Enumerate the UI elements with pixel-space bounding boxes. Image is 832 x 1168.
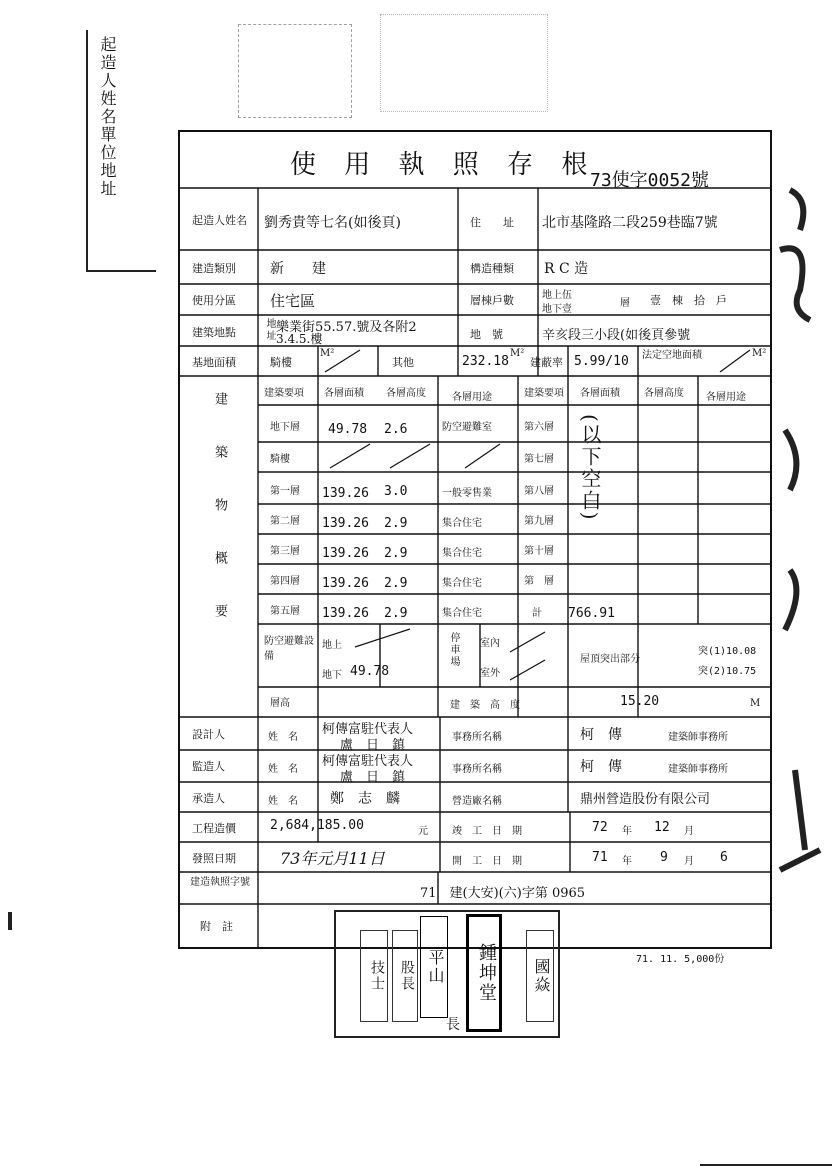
parking-outdoor-label: 室外 [480,668,500,679]
structure-label: 構造種類 [470,262,514,275]
designer-name-value-2: 盧 日 鎮 [340,738,406,753]
start-day: 6 [720,850,728,865]
floor-name: 第一層 [270,486,300,497]
stamp-technician: 技士 [360,930,388,1022]
floor-use: 防空避難室 [442,422,492,433]
note-label: 附 註 [200,920,233,933]
roof-label: 屋頂突出部分 [580,654,640,665]
permit-label: 建造執照字號 [190,877,250,888]
owner-label: 起造人姓名 [192,214,247,227]
legal-open-unit: M² [752,348,767,359]
supervisor-name-label: 姓 名 [268,764,298,775]
cost-value: 2,684,185.00 [270,818,364,833]
edge-mark [8,912,12,930]
issue-value: 73年元月11日 [280,849,385,868]
parking-label: 停車場 [448,632,459,668]
floor-name-right: 第六層 [524,422,554,433]
designer-name-value: 柯傳富駐代表人 [322,722,414,737]
stamp-pingshan: 平山 [420,916,448,1018]
issue-label: 發照日期 [192,852,236,865]
complete-month: 12 [654,820,670,835]
buildings-value: 壹 棟 拾 戶 [650,294,727,307]
floor-name: 第五層 [270,606,300,617]
category-label: 建造類別 [192,262,236,275]
total-height-unit: M [750,698,761,709]
floors-label: 層棟戶數 [470,294,514,307]
floor-area: 139.26 [322,516,369,531]
blank-note: (以下空白) [578,414,602,522]
owner-value: 劉秀貴等七名(如後頁) [264,215,401,231]
cost-label: 工程造價 [192,822,236,835]
margin-note-text: 起造人姓名單位地址 [98,36,117,198]
roof-1: 突(1)10.08 [698,646,757,657]
other-label: 其他 [392,356,414,369]
legal-open-label: 法定空地面積 [642,350,702,361]
floor-area: 139.26 [322,576,369,591]
site-label: 建築地點 [192,326,236,339]
shelter-label: 防空避難設備 [264,636,314,662]
floor-height: 2.6 [384,422,408,437]
start-year-unit: 年 [622,856,632,867]
supervisor-label: 監造人 [192,760,225,773]
shelter-below-label: 地下 [322,670,342,681]
top-stamp-right [380,14,548,112]
floors-unit: 層 [620,298,630,309]
floor-area: 139.26 [322,486,369,501]
zone-label: 使用分區 [192,294,236,307]
floor-height: 2.9 [384,516,408,531]
site-value-1: 樂業街55.57.號及各附2 [276,320,417,335]
floor-name-right: 第九層 [524,516,554,527]
floor-height: 3.0 [384,484,408,499]
floor-name-right: 第 層 [524,576,554,587]
structure-value: R C 造 [544,261,589,277]
floor-height: 2.9 [384,606,408,621]
designer-office-label: 事務所名稱 [452,732,502,743]
top-stamp-left [238,24,352,118]
stamp-section-chief: 股長 [392,930,418,1022]
col-header-area: 各層面積 [324,388,364,399]
arcade-label: 騎樓 [270,356,292,369]
floor-use: 集合住宅 [442,608,482,619]
parking-indoor-label: 室內 [480,638,500,649]
floor-use: 一般零售業 [442,488,492,499]
floors-above: 地上伍 [542,290,572,301]
floor-use: 集合住宅 [442,548,482,559]
other-unit: M² [510,348,525,359]
contractor-label: 承造人 [192,792,225,805]
category-value: 新 建 [270,261,326,277]
col-header-item-2: 建築要項 [524,388,564,399]
designer-label: 設計人 [192,728,225,741]
roof-2: 突(2)10.75 [698,666,757,677]
zone-value: 住宅區 [270,292,316,310]
designer-office-suffix: 建築師事務所 [668,732,728,743]
floor-name-right: 第十層 [524,546,554,557]
site-value-2: 3.4.5.樓 [276,332,323,346]
total-height-label: 建 築 高 度 [450,700,520,711]
contractor-name-label: 姓 名 [268,796,298,807]
floor-name: 第三層 [270,546,300,557]
floor-area: 139.26 [322,546,369,561]
complete-year: 72 [592,820,608,835]
col-header-area-2: 各層面積 [580,388,620,399]
complete-year-unit: 年 [622,826,632,837]
stamp-chief-mark: 長 [446,1017,460,1033]
total-area: 766.91 [568,606,615,621]
building-summary-label: 建築物概要 [212,392,227,657]
start-month-unit: 月 [684,856,694,867]
supervisor-office-label: 事務所名稱 [452,764,502,775]
stamp-zhong-kuntang: 鍾坤堂 [466,914,502,1032]
floors-below: 地下壹 [542,304,572,315]
contractor-name-value: 鄭 志 麟 [330,791,400,807]
floor-name: 地下層 [270,422,300,433]
col-header-item: 建築要項 [264,388,304,399]
license-number: 73使字0052號 [590,170,710,191]
supervisor-name-value-2: 盧 日 鎮 [340,770,406,785]
designer-name-label: 姓 名 [268,732,298,743]
floor-use: 集合住宅 [442,518,482,529]
floor-name: 騎樓 [270,454,290,465]
license-form [178,130,772,949]
floor-name-right: 第七層 [524,454,554,465]
other-value: 232.18 [462,354,509,369]
site-sub-label: 地址 [264,318,275,342]
side-handwriting [770,170,832,890]
col-header-use-2: 各層用途 [706,392,746,403]
address-label: 住 址 [470,216,514,229]
start-month: 9 [660,850,668,865]
floor-height: 2.9 [384,546,408,561]
print-note: 71. 11. 5,000份 [636,954,725,965]
floor-name-right: 第八層 [524,486,554,497]
col-header-height: 各層高度 [386,388,426,399]
cost-unit: 元 [418,826,428,837]
floor-area: 49.78 [328,422,368,437]
stamp-guoyan: 國焱 [526,930,554,1022]
lot-value: 辛亥段三小段(如後頁參號 [542,328,691,343]
form-title: 使 用 執 照 存 根 [290,150,598,180]
coverage-value: 5.99/10 [574,354,629,369]
designer-office-value: 柯 傳 [580,727,622,743]
base-area-label: 基地面積 [192,356,236,369]
lot-label: 地 號 [470,328,503,341]
supervisor-office-suffix: 建築師事務所 [668,764,728,775]
address-value: 北市基隆路二段259巷臨7號 [542,215,718,231]
corner-line [700,1164,832,1166]
start-label: 開 工 日 期 [452,856,522,867]
supervisor-name-value: 柯傳富駐代表人 [322,754,414,769]
total-height-value: 15.20 [620,694,660,709]
floor-area: 139.26 [322,606,369,621]
contractor-company-value: 鼎州營造股份有限公司 [580,792,711,807]
complete-month-unit: 月 [684,826,694,837]
floor-height-label: 層高 [270,698,290,709]
supervisor-office-value: 柯 傳 [580,759,622,775]
contractor-company-label: 營造廠名稱 [452,796,502,807]
col-header-use: 各層用途 [452,392,492,403]
floor-name: 第四層 [270,576,300,587]
arcade-unit: M² [320,348,335,359]
permit-value: 71 建(大安)(六)字第 0965 [420,886,586,901]
floor-use: 集合住宅 [442,578,482,589]
complete-label: 竣 工 日 期 [452,826,522,837]
start-year: 71 [592,850,608,865]
shelter-above-label: 地上 [322,640,342,651]
shelter-below-value: 49.78 [350,664,390,679]
floor-height: 2.9 [384,576,408,591]
floor-name: 第二層 [270,516,300,527]
col-header-height-2: 各層高度 [644,388,684,399]
floor-name-right: 計 [532,608,542,619]
coverage-label: 建蔽率 [530,356,563,369]
